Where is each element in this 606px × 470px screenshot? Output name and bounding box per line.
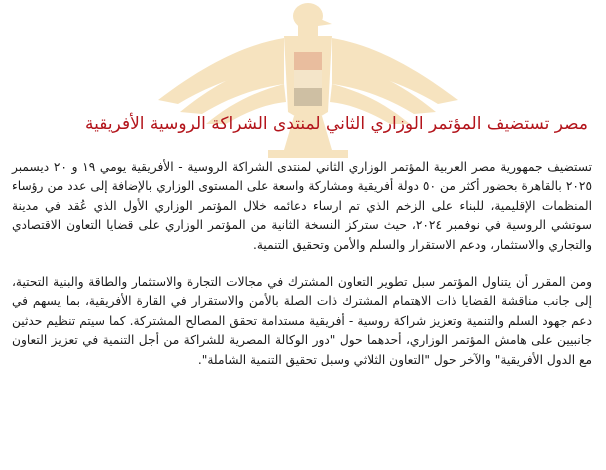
page-title: مصر تستضيف المؤتمر الوزاري الثاني لمنتدى الشراكة الروسية الأفريقية	[84, 114, 588, 134]
article-paragraph: تستضيف جمهورية مصر العربية المؤتمر الوزاري الثاني لمنتدى الشراكة الروسية - الأفريقية يومي ١٩ و ٢٠ ديسمبر ٢٠٢٥ بالقاهرة بحضور أكثر من ٥٠ دولة أفريقية ومشاركة واسعة على المستوى الوزاري بالإضافة إلى عدد من رؤساء المنظمات الإقليمية، للبناء على الزخم الذي تم ارساء دعائمه خلال المؤتمر الوزاري الأول الذي عُقد في مدينة سوتشي الروسية في نوفمبر ٢٠٢٤، حيث ستركز النسخة الثانية من المؤتمر الوزاري على قضايا التعاون الاقتصادي والتجاري والاستثمار، ودعم الاستقرار والسلم والأمن وتحقيق التنمية.	[12, 160, 593, 252]
eagle-emblem-icon	[118, 0, 498, 160]
article-paragraph: ومن المقرر أن يتناول المؤتمر سبل تطوير التعاون المشترك في مجالات التجارة والاستثمار والطاقة والبنية التحتية، إلى جانب مناقشة القضايا ذات الاهتمام المشترك ذات الصلة بالأمن والاستقرار في القارة الأفريقية، بما يسهم في دعم جهود السلم والتنمية وتعزيز شراكة روسية - أفريقية مستدامة تحقق المصالح المشتركة. كما سيتم تنظيم حدثين جانبيين على هامش المؤتمر الوزاري، أحدهما حول "دور الوكالة المصرية للشراكة من أجل التنمية في تعزيز التعاون مع الدول الأفريقية" والآخر حول "التعاون الثلاثي وسبل تحقيق التنمية الشاملة".	[12, 275, 592, 367]
article-body	[12, 158, 592, 370]
